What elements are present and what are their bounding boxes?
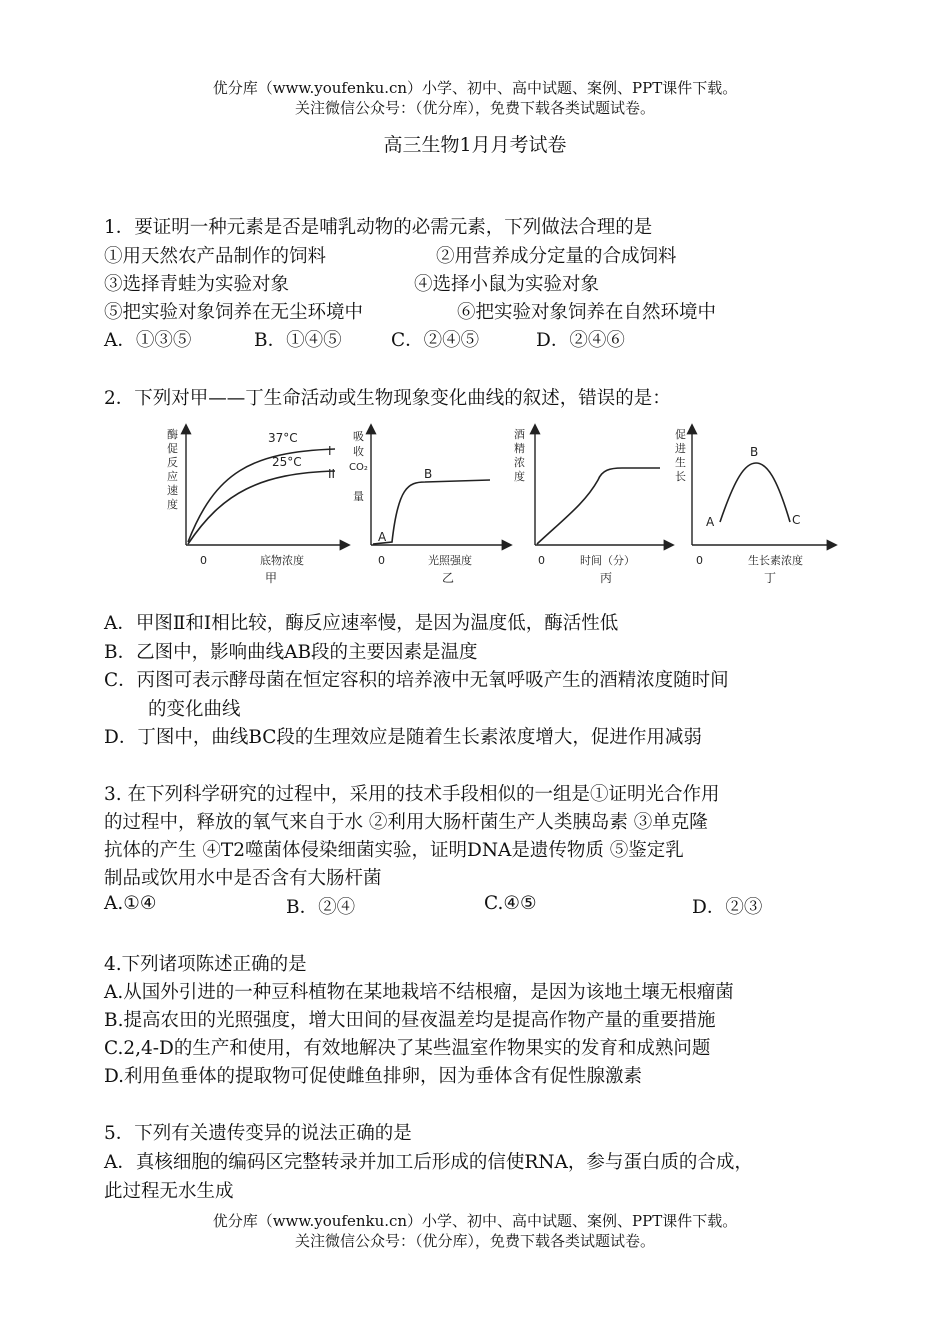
q4-option-b: B.提高农田的光照强度，增大田间的昼夜温差均是提高作物产量的重要措施: [104, 1010, 716, 1031]
yi-point-b: B: [424, 467, 433, 481]
page-title: 高三生物1月月考试卷: [383, 134, 567, 156]
q1-option-b: B．①④⑤: [254, 330, 342, 351]
q3-option-d: D．②③: [692, 897, 763, 918]
jia-curve-2: [188, 471, 335, 544]
q1-option-a: A．①③⑤: [104, 330, 192, 351]
bing-ylabel-char: 酒: [514, 428, 525, 441]
yi-ylabel-char: CO₂: [349, 462, 368, 473]
yi-point-a: A: [378, 530, 387, 544]
q1-stem: 1．要证明一种元素是否是哺乳动物的必需元素，下列做法合理的是: [104, 217, 653, 238]
q5-option-a: A．真核细胞的编码区完整转录并加工后形成的信使RNA，参与蛋白质的合成，: [104, 1152, 753, 1173]
q1-item: ⑤把实验对象饲养在无尘环境中: [104, 302, 364, 323]
bing-ylabel-char: 精: [514, 442, 525, 455]
q3-option-b: B．②④: [286, 897, 356, 918]
yi-caption: 乙: [442, 571, 455, 585]
q3-line: 的过程中，释放的氧气来自于水 ②利用大肠杆菌生产人类胰岛素 ③单克隆: [104, 812, 708, 833]
jia-curve-1-label: I: [328, 444, 332, 458]
jia-origin: 0: [200, 554, 207, 567]
ding-caption: 丁: [764, 571, 777, 585]
chart-jia: [167, 426, 348, 585]
q3-line: 3. 在下列科学研究的过程中，采用的技术手段相似的一组是①证明光合作用: [104, 784, 720, 805]
ding-ylabel-char: 促: [675, 428, 686, 441]
chart-bing: [514, 426, 672, 585]
yi-curve: [373, 480, 490, 544]
yi-origin: 0: [378, 554, 385, 567]
bing-xlabel: 时间（分）: [580, 554, 635, 567]
q2-option-c: C．丙图可表示酵母菌在恒定容积的培养液中无氧呼吸产生的酒精浓度随时间: [104, 670, 729, 691]
header-line-2: 关注微信公众号：（优分库），免费下载各类试题试卷。: [294, 99, 655, 117]
q2-stem: 2．下列对甲——丁生命活动或生物现象变化曲线的叙述，错误的是：: [104, 388, 671, 409]
q3-option-a: A.①④: [104, 893, 157, 914]
q2-option-a: A．甲图Ⅱ和Ⅰ相比较，酶反应速率慢，是因为温度低，酶活性低: [104, 613, 619, 634]
jia-ylabel-char: 促: [167, 442, 178, 455]
ding-xlabel: 生长素浓度: [748, 554, 803, 567]
footer-line-2: 关注微信公众号：（优分库），免费下载各类试题试卷。: [294, 1232, 655, 1250]
q4-stem: 4.下列诸项陈述正确的是: [104, 954, 307, 975]
yi-xlabel: 光照强度: [428, 554, 472, 567]
q3-option-c: C.④⑤: [484, 893, 537, 914]
q3-line: 抗体的产生 ④T2噬菌体侵染细菌实验，证明DNA是遗传物质 ⑤鉴定乳: [104, 840, 684, 861]
q2-option-c-cont: 的变化曲线: [148, 699, 241, 720]
jia-caption: 甲: [265, 571, 278, 585]
bing-curve: [537, 468, 660, 544]
yi-ylabel-char: 吸: [353, 430, 364, 443]
q2-figures: [160, 418, 850, 598]
ding-ylabel-char: 进: [675, 442, 686, 455]
q3-line: 制品或饮用水中是否含有大肠杆菌: [104, 868, 382, 889]
ding-origin: 0: [696, 554, 703, 567]
jia-curve-2-temp: 25°C: [272, 455, 302, 469]
ding-point-a: A: [706, 515, 715, 529]
q1-item: ③选择青蛙为实验对象: [104, 274, 290, 295]
q1-item: ②用营养成分定量的合成饲料: [436, 246, 677, 267]
yi-ylabel-char: 收: [353, 445, 364, 458]
bing-origin: 0: [538, 554, 545, 567]
q1-item: ①用天然农产品制作的饲料: [104, 246, 327, 267]
bing-caption: 丙: [600, 571, 613, 585]
ding-ylabel-char: 生: [675, 456, 686, 469]
jia-ylabel-char: 速: [167, 484, 178, 497]
ding-ylabel-char: 长: [675, 470, 686, 483]
q1-item: ④选择小鼠为实验对象: [414, 274, 600, 295]
yi-ylabel-char: 量: [353, 490, 364, 503]
q4-option-a: A.从国外引进的一种豆科植物在某地栽培不结根瘤，是因为该地土壤无根瘤菌: [104, 982, 734, 1003]
bing-ylabel-char: 浓: [514, 456, 525, 469]
q1-option-c: C．②④⑤: [391, 330, 480, 351]
q1-option-d: D．②④⑥: [536, 330, 625, 351]
jia-curve-2-label: II: [328, 467, 336, 481]
jia-curve-1: [188, 449, 335, 542]
footer-line-1: 优分库（www.youfenku.cn）小学、初中、高中试题、案例、PPT课件下载。: [212, 1212, 738, 1230]
jia-ylabel-char: 酶: [167, 428, 178, 441]
q4-option-d: D.利用鱼垂体的提取物可促使雌鱼排卵，因为垂体含有促性腺激素: [104, 1066, 643, 1087]
jia-ylabel-char: 应: [167, 470, 178, 483]
jia-ylabel-char: 度: [167, 498, 178, 511]
chart-yi: [349, 426, 510, 585]
bing-ylabel-char: 度: [514, 470, 525, 483]
ding-point-c: C: [792, 513, 801, 527]
jia-xlabel: 底物浓度: [260, 554, 304, 567]
jia-ylabel-char: 反: [167, 456, 178, 469]
q1-item: ⑥把实验对象饲养在自然环境中: [457, 302, 717, 323]
chart-ding: [675, 426, 835, 585]
q2-option-b: B．乙图中，影响曲线AB段的主要因素是温度: [104, 642, 478, 663]
ding-curve: [720, 463, 790, 522]
q4-option-c: C.2,4-D的生产和使用，有效地解决了某些温室作物果实的发育和成熟问题: [104, 1038, 711, 1059]
jia-curve-1-temp: 37°C: [268, 431, 298, 445]
q5-stem: 5．下列有关遗传变异的说法正确的是: [104, 1123, 412, 1144]
q2-option-d: D．丁图中，曲线BC段的生理效应是随着生长素浓度增大，促进作用减弱: [104, 727, 702, 748]
header-line-1: 优分库（www.youfenku.cn）小学、初中、高中试题、案例、PPT课件下载。: [212, 79, 738, 97]
q5-option-a-cont: 此过程无水生成: [104, 1181, 234, 1202]
ding-point-b: B: [750, 445, 759, 459]
